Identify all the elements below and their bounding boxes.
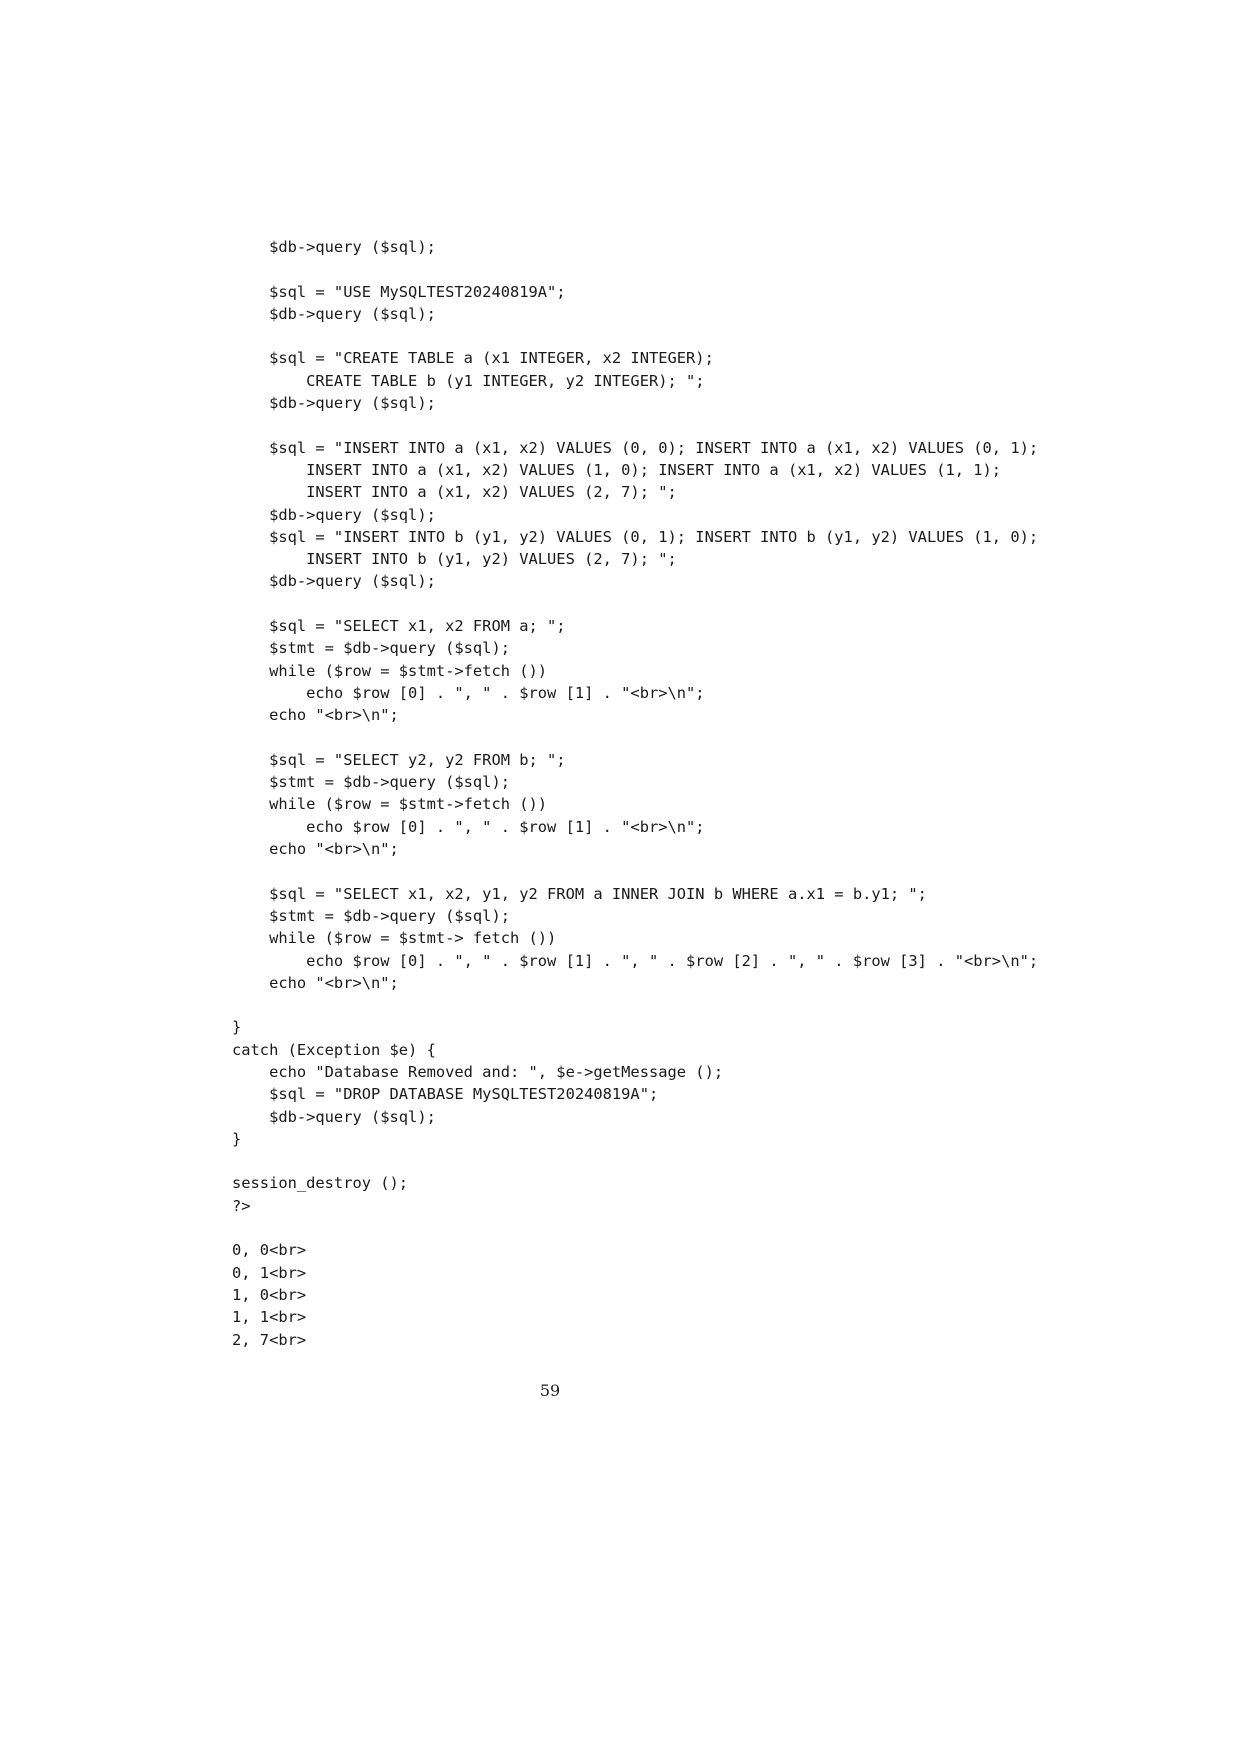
- code-line: while ($row = $stmt-> fetch ()): [232, 929, 557, 948]
- code-line: session_destroy ();: [232, 1174, 409, 1193]
- code-line: [232, 860, 1092, 882]
- code-line: [232, 414, 1092, 436]
- code-line: $stmt = $db->query ($sql);: [232, 773, 510, 792]
- code-line: echo $row [0] . ", " . $row [1] . "<br>\n";: [232, 683, 705, 702]
- code-line: [232, 1150, 1092, 1172]
- code-line: 1, 0<br>: [232, 1285, 307, 1304]
- page-number: 59: [539, 1381, 561, 1400]
- code-line: [232, 325, 1092, 347]
- code-line: $sql = "CREATE TABLE a (x1 INTEGER, x2 INTEGER);: [232, 349, 714, 368]
- code-line: $sql = "INSERT INTO a (x1, x2) VALUES (0, 0); INSERT INTO a (x1, x2) VALUES (0, 1);: [232, 438, 1039, 457]
- code-line: INSERT INTO a (x1, x2) VALUES (2, 7); ";: [232, 483, 677, 502]
- code-line: INSERT INTO a (x1, x2) VALUES (1, 0); INSERT INTO a (x1, x2) VALUES (1, 1);: [232, 460, 1002, 479]
- code-line: }: [232, 1129, 242, 1148]
- code-line: echo "<br>\n";: [232, 706, 399, 725]
- code-line: [232, 258, 1092, 280]
- code-line: $db->query ($sql);: [232, 572, 436, 591]
- code-line: 0, 0<br>: [232, 1241, 307, 1260]
- code-line: 2, 7<br>: [232, 1330, 307, 1349]
- code-line: INSERT INTO b (y1, y2) VALUES (2, 7); ";: [232, 550, 677, 569]
- code-line: $sql = "SELECT y2, y2 FROM b; ";: [232, 750, 566, 769]
- code-line: $db->query ($sql);: [232, 238, 436, 256]
- code-line: [232, 994, 1092, 1016]
- code-line: while ($row = $stmt->fetch ()): [232, 661, 548, 680]
- code-line: CREATE TABLE b (y1 INTEGER, y2 INTEGER); ";: [232, 371, 705, 390]
- code-line: echo $row [0] . ", " . $row [1] . ", " . $row [2] . ", " . $row [3] . "<br>\n";: [232, 951, 1039, 970]
- code-line: $sql = "SELECT x1, x2 FROM a; ";: [232, 617, 566, 636]
- code-line: $sql = "DROP DATABASE MySQLTEST20240819A";: [232, 1085, 659, 1104]
- code-line: }: [232, 1018, 242, 1037]
- code-line: $sql = "SELECT x1, x2, y1, y2 FROM a INNER JOIN b WHERE a.x1 = b.y1; ";: [232, 884, 927, 903]
- code-line: $sql = "USE MySQLTEST20240819A";: [232, 282, 566, 301]
- code-line: [232, 593, 1092, 615]
- code-line: 1, 1<br>: [232, 1308, 307, 1327]
- code-line: $db->query ($sql);: [232, 1107, 436, 1126]
- code-line: echo "Database Removed and: ", $e->getMessage ();: [232, 1062, 724, 1081]
- code-line: echo $row [0] . ", " . $row [1] . "<br>\n";: [232, 817, 705, 836]
- code-listing: [232, 236, 1092, 1351]
- code-line: $db->query ($sql);: [232, 304, 436, 323]
- code-line: $stmt = $db->query ($sql);: [232, 906, 510, 925]
- code-line: catch (Exception $e) {: [232, 1040, 436, 1059]
- code-line: while ($row = $stmt->fetch ()): [232, 795, 548, 814]
- code-line: 0, 1<br>: [232, 1263, 307, 1282]
- code-line: $sql = "INSERT INTO b (y1, y2) VALUES (0, 1); INSERT INTO b (y1, y2) VALUES (1, 0);: [232, 527, 1039, 546]
- code-line: $db->query ($sql);: [232, 394, 436, 413]
- code-line: echo "<br>\n";: [232, 973, 399, 992]
- code-line: echo "<br>\n";: [232, 840, 399, 859]
- code-line: [232, 1217, 1092, 1239]
- code-line: $stmt = $db->query ($sql);: [232, 639, 510, 658]
- code-line: [232, 727, 1092, 749]
- code-line: $db->query ($sql);: [232, 505, 436, 524]
- code-line: ?>: [232, 1196, 251, 1215]
